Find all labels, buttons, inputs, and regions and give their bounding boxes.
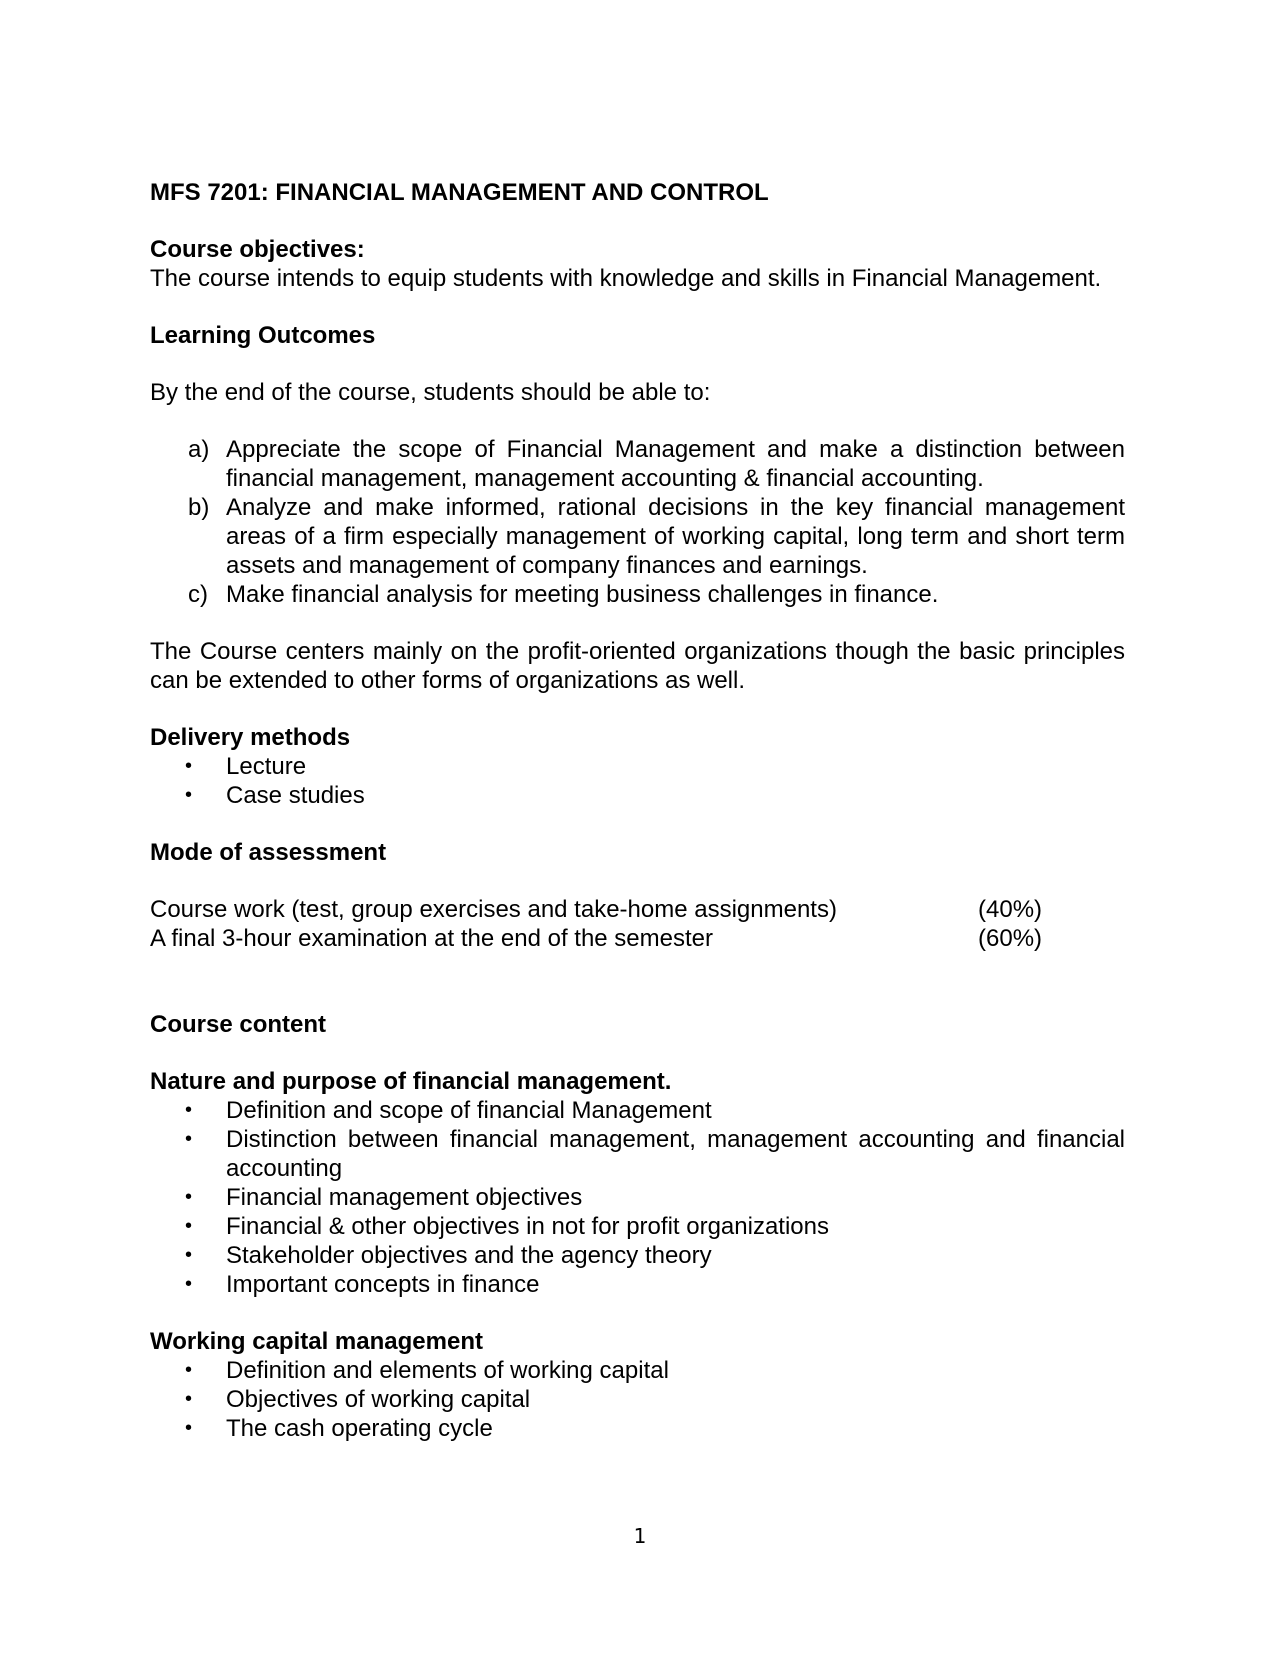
outcome-marker: b): [188, 494, 210, 521]
assessment-description: A final 3-hour examination at the end of the semester: [150, 925, 714, 952]
outcome-item: [150, 493, 1125, 580]
bullet-icon: •: [185, 1359, 193, 1381]
bullet-icon: •: [185, 1244, 193, 1266]
list-item: • Distinction between financial management, management accounting and financial accounting: [185, 1126, 1125, 1182]
delivery-list: [150, 752, 1125, 810]
assessment-row: [150, 895, 1125, 924]
outcome-text: Analyze and make informed, rational decisions in the key financial management areas of a firm especially management of working capital, long term and short term assets and management of company finances and earnings.: [226, 494, 1125, 579]
objectives-text: The course intends to equip students with knowledge and skills in Financial Management.: [150, 265, 1102, 292]
assessment-table: [150, 895, 1125, 953]
outcomes-heading: Learning Outcomes: [150, 322, 376, 349]
outcomes-note: The Course centers mainly on the profit-oriented organizations though the basic principles can be extended to other forms of organizations as well.: [150, 638, 1125, 694]
assessment-weight: (60%): [978, 925, 1043, 952]
content-section-list: [150, 1356, 1125, 1443]
objectives-heading: Course objectives:: [150, 236, 365, 263]
bullet-icon: •: [185, 1099, 193, 1121]
list-item: • Definition and elements of working capital: [185, 1357, 669, 1384]
delivery-heading: Delivery methods: [150, 724, 351, 751]
outcome-marker: c): [188, 581, 208, 608]
list-item: • Lecture: [185, 753, 307, 780]
content-section-list: [150, 1096, 1125, 1299]
list-item: • Definition and scope of financial Management: [185, 1097, 712, 1124]
list-item: • Financial & other objectives in not for profit organizations: [185, 1213, 829, 1240]
bullet-icon: •: [185, 1417, 193, 1439]
document-page: [150, 178, 1125, 1471]
course-title: MFS 7201: FINANCIAL MANAGEMENT AND CONTROL: [150, 179, 769, 206]
outcome-item: [150, 435, 1125, 493]
list-item: • Objectives of working capital: [185, 1386, 531, 1413]
content-heading: Course content: [150, 1011, 327, 1038]
content-section-heading: Working capital management: [150, 1328, 483, 1355]
outcome-text: Make financial analysis for meeting business challenges in finance.: [226, 581, 939, 608]
list-item: • Stakeholder objectives and the agency theory: [185, 1242, 712, 1269]
bullet-icon: •: [185, 1186, 193, 1208]
bullet-icon: •: [185, 784, 193, 806]
bullet-icon: •: [185, 1388, 193, 1410]
list-item: • Important concepts in finance: [185, 1271, 540, 1298]
list-item: • Case studies: [185, 782, 365, 809]
outcomes-intro: By the end of the course, students should be able to:: [150, 379, 711, 406]
list-item: • Financial management objectives: [185, 1184, 583, 1211]
assessment-description: Course work (test, group exercises and take-home assignments): [150, 896, 837, 923]
bullet-icon: •: [185, 1273, 193, 1295]
outcomes-list: [150, 435, 1125, 609]
list-item: • The cash operating cycle: [185, 1415, 493, 1442]
outcome-text: Appreciate the scope of Financial Management and make a distinction between financial management, management accounting & financial accounting.: [226, 436, 1125, 492]
outcome-marker: a): [188, 436, 210, 463]
bullet-icon: •: [185, 755, 193, 777]
assessment-row: [150, 924, 1125, 953]
page-number: 1: [633, 1524, 647, 1548]
assessment-heading: Mode of assessment: [150, 839, 387, 866]
content-section-heading: Nature and purpose of financial management.: [150, 1068, 672, 1095]
bullet-icon: •: [185, 1215, 193, 1237]
outcome-item: [150, 580, 1125, 609]
assessment-weight: (40%): [978, 896, 1043, 923]
bullet-icon: •: [185, 1128, 193, 1150]
